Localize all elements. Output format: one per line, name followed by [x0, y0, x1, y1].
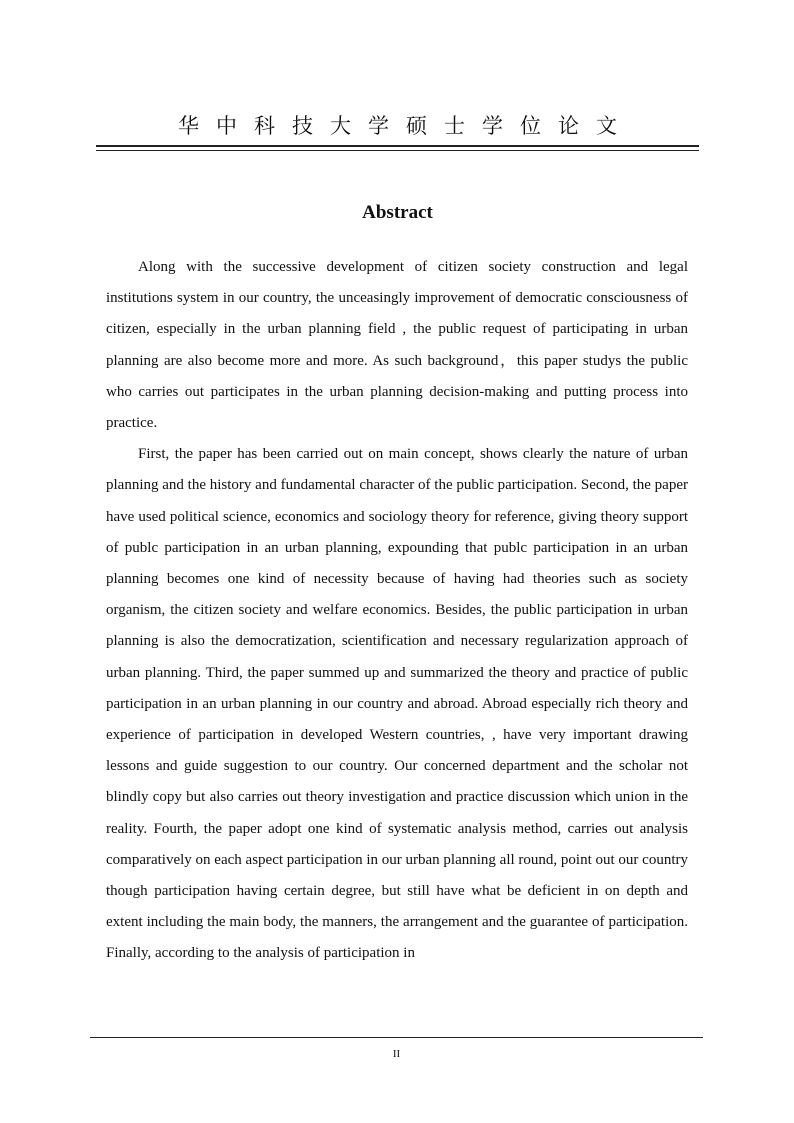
running-header-title: 华中科技大学硕士学位论文	[178, 114, 634, 138]
page-number: II	[392, 1048, 401, 1060]
header-rule-thick	[96, 145, 699, 147]
abstract-paragraph-1: Along with the successive development of citizen society construction and legal institutions system in our country, the unceasingly improvement of democratic consciousness of citizen, especially in the urban planning field , the public request of participating in urban planning are also become more and more. As such background，this paper studys the public who carries out participates in the urban planning decision-making and putting process into practice.	[106, 259, 688, 432]
footer-rule	[90, 1037, 703, 1038]
header-rule-thin	[96, 150, 699, 151]
section-title: Abstract	[362, 202, 433, 223]
abstract-body	[106, 252, 688, 970]
abstract-paragraph-2: First, the paper has been carried out on main concept, shows clearly the nature of urban planning and the history and fundamental character of the public participation. Second, the paper have used political science, economics and sociology theory for reference, giving theory support of publc participation in an urban planning, expounding that publc participation in an urban planning becomes one kind of necessity because of having had theories such as society organism, the citizen society and welfare economics. Besides, the public participation in urban planning is also the democratization, scientification and necessary regularization approach of urban planning. Third, the paper summed up and summarized the theory and practice of public participation in an urban planning in our country and abroad. Abroad especially rich theory and experience of participation in developed Western countries, , have very important drawing lessons and guide suggestion to our country. Our concerned department and the scholar not blindly copy but also carries out theory investigation and practice discussion which union in the reality. Fourth, the paper adopt one kind of systematic analysis method, carries out analysis comparatively on each aspect participation in our urban planning all round, point out our country though participation having certain degree, but still have what be deficient in on depth and extent including the main body, the manners, the arrangement and the guarantee of participation. Finally, according to the analysis of participation in	[106, 446, 688, 962]
